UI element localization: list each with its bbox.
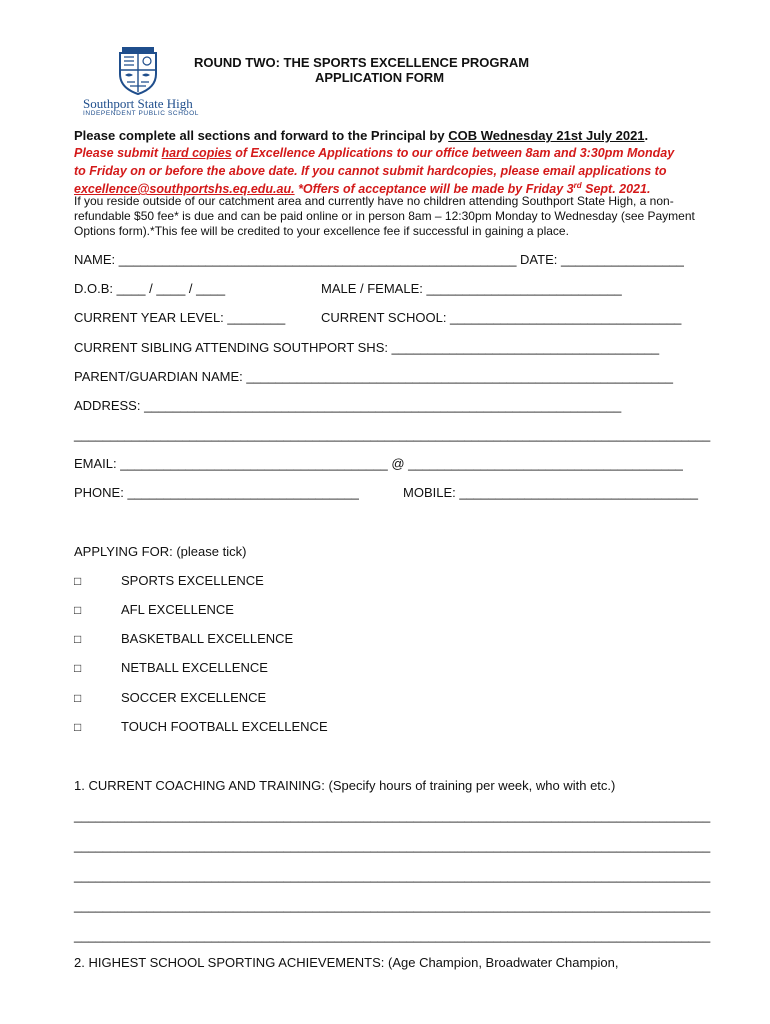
coaching-answer-line[interactable]: ________________________________________________________________________________________ <box>74 808 711 823</box>
mobile-field[interactable]: MOBILE: _________________________________ <box>403 485 698 500</box>
name-date-field[interactable]: NAME: _______________________________________________________ DATE: _________________ <box>74 252 684 267</box>
option-afl-excellence: AFL EXCELLENCE <box>121 602 234 617</box>
coaching-answer-line[interactable]: ________________________________________________________________________________________ <box>74 898 711 913</box>
address-line2-field[interactable]: ________________________________________________________________________________________ <box>74 427 711 442</box>
checkbox-sports-excellence[interactable]: □ <box>74 574 82 588</box>
catchment-fee-notice: If you reside outside of our catchment area and currently have no children attending Southport State High, a non-refundable $50 fee* is due and can be paid online or in person 8am – 12:30pm Monday to Wednesday (see Payment Options form).*This fee will be credited to your excellence fee if successful in gaining a place. <box>74 194 695 238</box>
option-basketball-excellence: BASKETBALL EXCELLENCE <box>121 631 294 646</box>
coaching-answer-line[interactable]: ________________________________________________________________________________________ <box>74 928 711 943</box>
address-field[interactable]: ADDRESS: __________________________________________________________________ <box>74 398 622 413</box>
gender-field[interactable]: MALE / FEMALE: ___________________________ <box>321 281 622 296</box>
option-soccer-excellence: SOCCER EXCELLENCE <box>121 690 267 705</box>
checkbox-soccer-excellence[interactable]: □ <box>74 691 82 705</box>
coaching-answer-line[interactable]: ________________________________________________________________________________________ <box>74 838 711 853</box>
checkbox-touch-football-excellence[interactable]: □ <box>74 720 82 734</box>
sibling-field[interactable]: CURRENT SIBLING ATTENDING SOUTHPORT SHS: _____________________________________ <box>74 340 660 355</box>
school-crest-icon <box>80 44 192 96</box>
hardcopy-notice-line2: to Friday on or before the above date. If you cannot submit hardcopies, please email applications to <box>74 164 667 178</box>
achievements-question: 2. HIGHEST SCHOOL SPORTING ACHIEVEMENTS: (Age Champion, Broadwater Champion, <box>74 955 619 970</box>
form-title-line2: APPLICATION FORM <box>315 70 445 85</box>
option-netball-excellence: NETBALL EXCELLENCE <box>121 660 268 675</box>
dob-field[interactable]: D.O.B: ____ / ____ / ____ <box>74 281 226 296</box>
coaching-question: 1. CURRENT COACHING AND TRAINING: (Specify hours of training per week, who with etc.) <box>74 778 616 793</box>
hardcopy-notice-line1: Please submit hard copies of Excellence Applications to our office between 8am and 3:30pm Monday <box>74 146 675 160</box>
option-touch-football-excellence: TOUCH FOOTBALL EXCELLENCE <box>121 719 328 734</box>
checkbox-afl-excellence[interactable]: □ <box>74 603 82 617</box>
email-field[interactable]: EMAIL: _____________________________________ @ ______________________________________ <box>74 456 683 471</box>
parent-name-field[interactable]: PARENT/GUARDIAN NAME: ___________________________________________________________ <box>74 369 673 384</box>
deadline: COB Wednesday 21st July 2021 <box>448 128 645 143</box>
phone-field[interactable]: PHONE: ________________________________ <box>74 485 359 500</box>
coaching-answer-line[interactable]: ________________________________________________________________________________________ <box>74 868 711 883</box>
year-level-field[interactable]: CURRENT YEAR LEVEL: ________ <box>74 310 286 325</box>
complete-instruction: Please complete all sections and forward to the Principal by COB Wednesday 21st July 2021. <box>74 128 649 143</box>
form-title-line1: ROUND TWO: THE SPORTS EXCELLENCE PROGRAM <box>194 55 530 70</box>
checkbox-netball-excellence[interactable]: □ <box>74 661 82 675</box>
school-subtitle: INDEPENDENT PUBLIC SCHOOL <box>83 110 200 117</box>
current-school-field[interactable]: CURRENT SCHOOL: ________________________________ <box>321 310 682 325</box>
option-sports-excellence: SPORTS EXCELLENCE <box>121 573 264 588</box>
school-name: Southport State High <box>83 96 193 111</box>
checkbox-basketball-excellence[interactable]: □ <box>74 632 82 646</box>
hardcopy-notice-line3: excellence@southportshs.eq.edu.au. *Offers of acceptance will be made by Friday 3rd Sept. 2021. <box>74 181 651 197</box>
applying-for-label: APPLYING FOR: (please tick) <box>74 544 247 559</box>
email-link[interactable]: excellence@southportshs.eq.edu.au. <box>74 182 295 197</box>
